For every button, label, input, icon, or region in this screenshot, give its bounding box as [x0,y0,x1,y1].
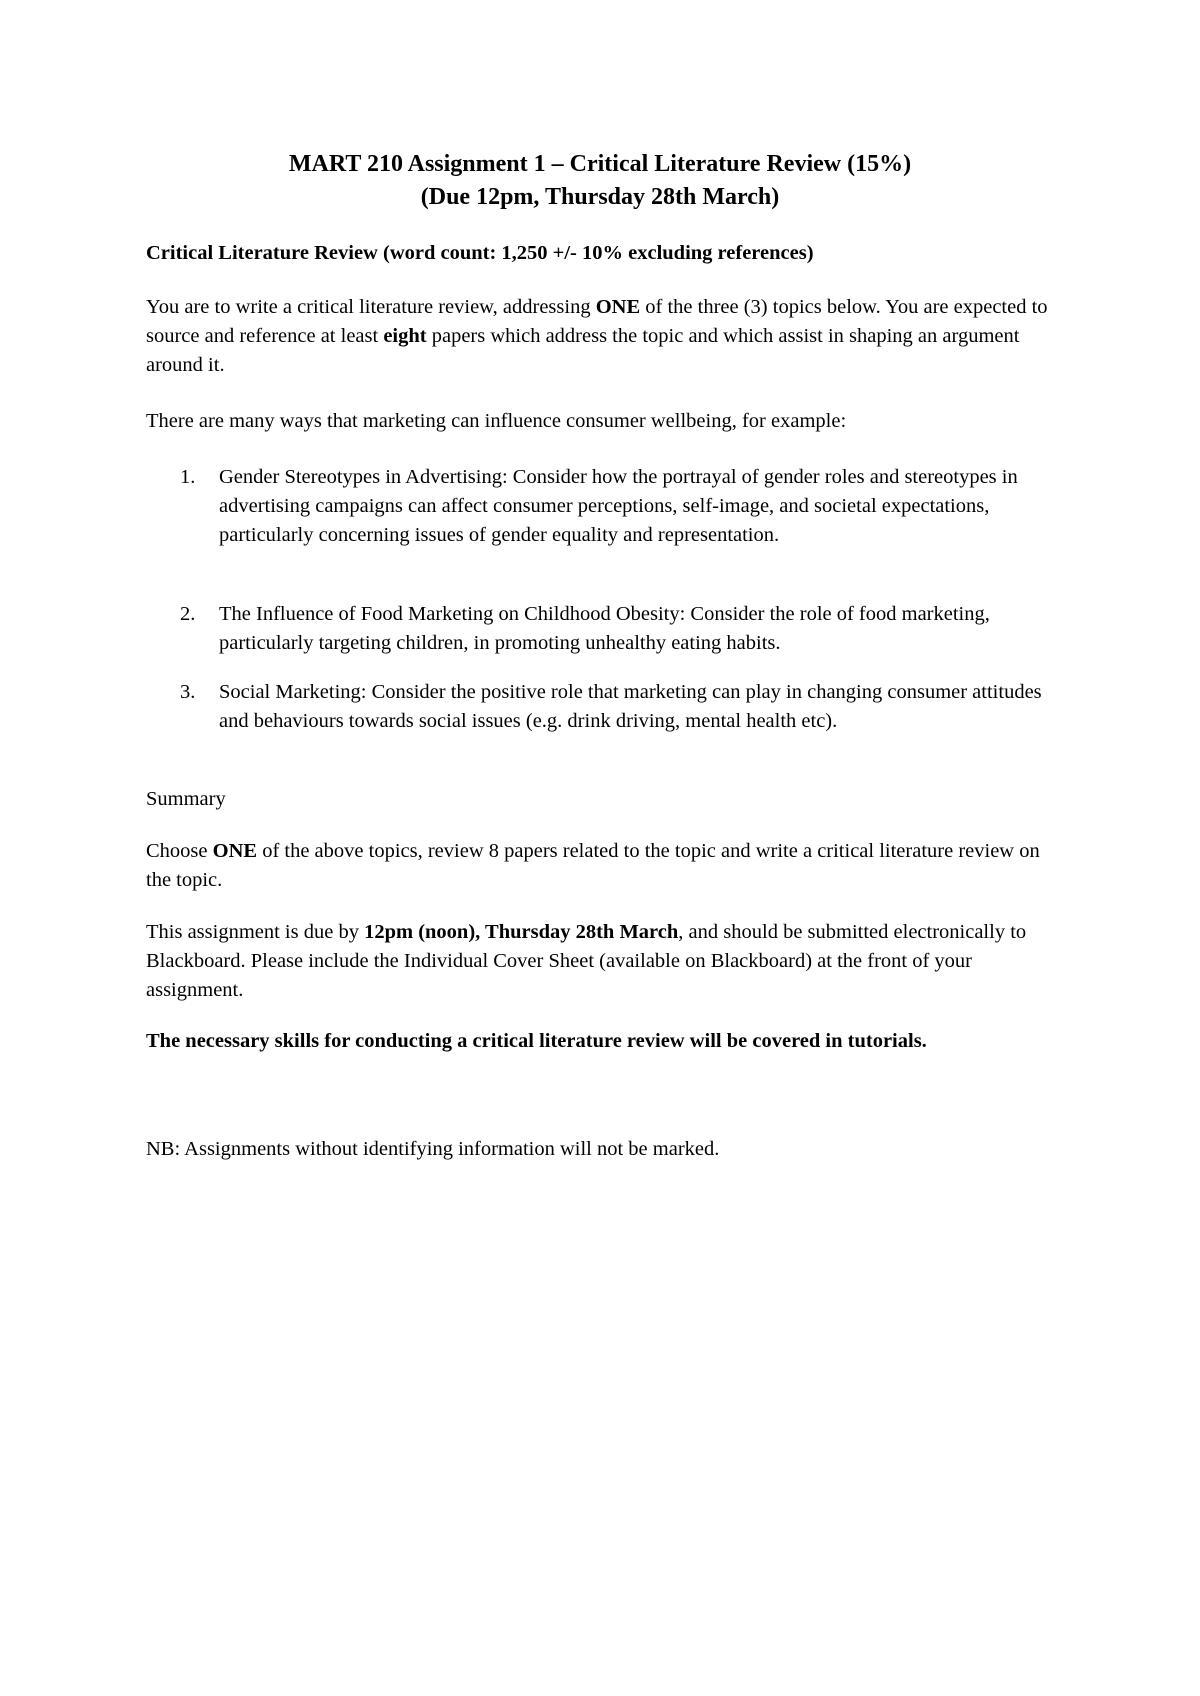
summary-label: Summary [146,788,226,810]
due-bold-date: 12pm (noon), Thursday 28th March [364,921,679,943]
nb-notice: NB: Assignments without identifying information will not be marked. [146,1138,720,1160]
choose-paragraph [146,837,1066,895]
due-text-2: , and should be submitted electronically to Blackboard. Please include the Individual Cover Sheet (available on Blackboard) at the front of your assignment. [146,921,1027,1001]
list-item-number: 2. [180,603,196,625]
choose-bold-one: ONE [212,840,258,862]
intro-text-3: papers which address the topic and which assist in shaping an argument around it. [146,325,1020,376]
intro-text-2: of the three (3) topics below. You are expected to source and reference at least [146,296,1048,347]
skills-notice: The necessary skills for conducting a critical literature review will be covered in tutorials. [146,1030,927,1052]
list-item-number: 1. [180,466,196,488]
lead-paragraph: There are many ways that marketing can influence consumer wellbeing, for example: [146,410,847,432]
list-item-text: Social Marketing: Consider the positive role that marketing can play in changing consumer attitudes and behaviours towards social issues (e.g. drink driving, mental health etc). [219,681,1042,732]
due-paragraph [146,918,1066,1005]
list-item-text: Gender Stereotypes in Advertising: Consider how the portrayal of gender roles and stereotypes in advertising campaigns can affect consumer perceptions, self-image, and societal expectations, particularly concerning issues of gender equality and representation. [219,466,1018,546]
document-title: MART 210 Assignment 1 – Critical Literature Review (15%) [288,151,912,177]
intro-bold-one: ONE [595,296,641,318]
due-text-1: This assignment is due by [146,921,365,943]
choose-text-2: of the above topics, review 8 papers related to the topic and write a critical literature review on the topic. [146,840,1040,891]
list-item-number: 3. [180,681,196,703]
list-item-text: The Influence of Food Marketing on Childhood Obesity: Consider the role of food marketing, particularly targeting children, in promoting unhealthy eating habits. [219,603,990,654]
choose-text-1: Choose [146,840,213,862]
due-date-subtitle: (Due 12pm, Thursday 28th March) [420,184,780,210]
intro-bold-eight: eight [383,325,427,347]
section-heading: Critical Literature Review (word count: 1,250 +/- 10% excluding references) [146,242,814,264]
intro-paragraph [146,293,1066,380]
intro-text-1: You are to write a critical literature review, addressing [146,296,596,318]
